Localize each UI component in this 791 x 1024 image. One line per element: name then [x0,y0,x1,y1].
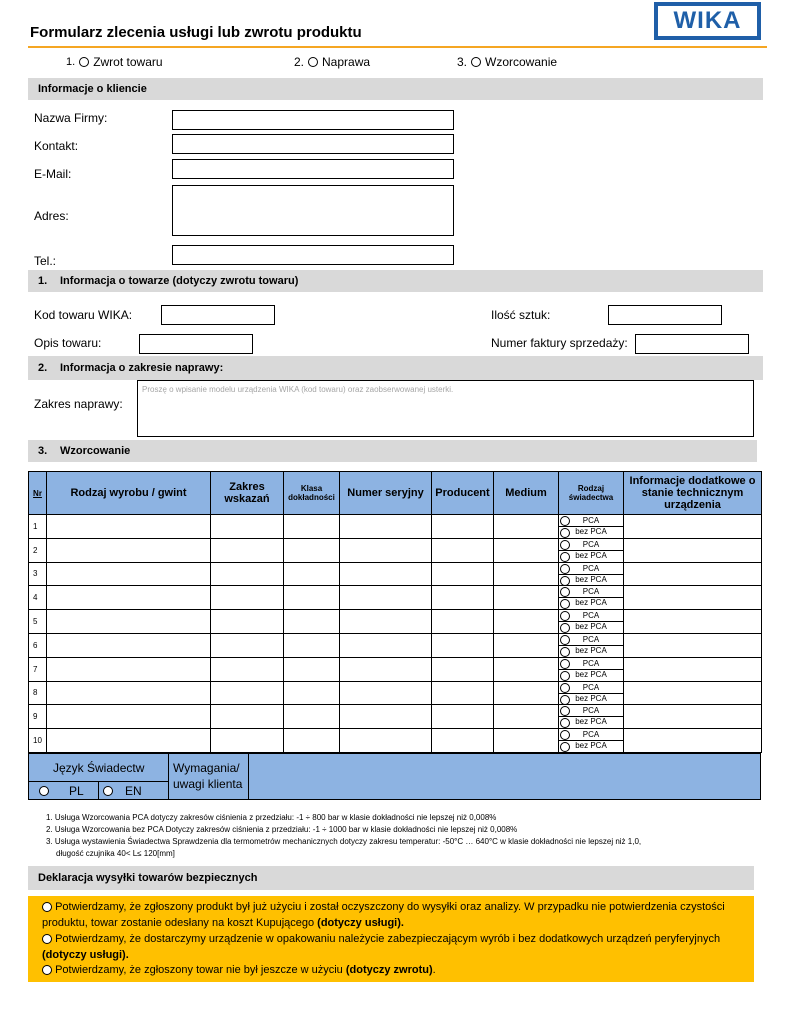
table-cell[interactable] [211,610,284,634]
row-number: 9 [29,705,47,729]
table-cell[interactable] [624,515,762,539]
table-cell[interactable] [284,538,340,562]
option-repair[interactable] [294,55,370,69]
table-cell[interactable] [624,657,762,681]
language-label: Język Świadectw [53,761,145,775]
cert-type-cell [559,681,624,705]
cert-pca-label: PCA [582,634,600,644]
product-code-label: Kod towaru WIKA: [34,308,133,322]
table-cell[interactable] [47,633,211,657]
repair-scope-label: Zakres naprawy: [34,397,123,411]
table-cell[interactable] [47,610,211,634]
section-heading: Wzorcowanie [60,445,131,457]
radio-icon[interactable] [39,786,49,796]
table-cell[interactable] [47,705,211,729]
table-cell[interactable] [494,515,559,539]
table-cell[interactable] [432,586,494,610]
declaration-panel [28,896,754,982]
table-cell[interactable] [340,586,432,610]
table-cell[interactable] [211,515,284,539]
table-cell[interactable] [211,729,284,753]
calibration-table [28,471,762,753]
radio-icon[interactable] [42,902,52,912]
table-cell[interactable] [624,562,762,586]
quantity-input[interactable] [608,305,722,325]
email-label: E-Mail: [34,167,72,181]
section-heading: Informacja o zakresie naprawy: [60,362,224,374]
table-cell[interactable] [432,610,494,634]
table-cell[interactable] [624,633,762,657]
cert-pca-label: PCA [582,563,600,573]
note-item: 1. Usługa Wzorcowania PCA dotyczy zakresów ciśnienia z przedziału: -1 ÷ 800 bar w klasie dokładności nie lepszej niż 0,008% [46,813,497,822]
row-number: 4 [29,586,47,610]
table-cell[interactable] [47,657,211,681]
cert-pca-label: PCA [582,611,600,621]
section-number: 3. [38,445,48,457]
product-section-header [28,270,763,292]
table-cell[interactable] [340,657,432,681]
product-code-input[interactable] [161,305,275,325]
repair-scope-placeholder: Proszę o wpisanie modelu urządzenia WIKA (kod towaru) oraz zaobserwowanej usterki. [142,385,454,394]
contact-label: Kontakt: [34,139,79,153]
table-cell[interactable] [47,729,211,753]
col-range: Zakres wskazań [211,472,284,515]
table-row [29,705,762,729]
table-cell[interactable] [284,729,340,753]
table-cell[interactable] [340,562,432,586]
cert-no-pca-label: bez PCA [575,622,607,632]
table-cell[interactable] [624,729,762,753]
table-cell[interactable] [284,705,340,729]
table-cell[interactable] [494,633,559,657]
table-cell[interactable] [432,515,494,539]
cert-type-cell [559,729,624,753]
table-row [29,562,762,586]
quantity-label: Ilość sztuk: [491,308,551,322]
table-cell[interactable] [284,681,340,705]
table-cell[interactable] [432,538,494,562]
requirements-input[interactable] [249,754,760,799]
lang-en-option[interactable] [103,784,142,798]
page-title: Formularz zlecenia usługi lub zwrotu produktu [30,24,362,41]
table-row [29,681,762,705]
cert-type-cell [559,657,624,681]
col-medium: Medium [494,472,559,515]
cert-pca-label: PCA [582,587,600,597]
section-number: 1. [38,275,48,287]
table-cell[interactable] [624,681,762,705]
wika-logo [654,2,761,40]
table-cell[interactable] [494,610,559,634]
note-item: 2. Usługa Wzorcowania bez PCA Dotyczy zakresów ciśnienia z przedziału: -1 ÷ 1000 bar w klasie dokładności nie lepszej niż 0,008% [46,825,518,834]
table-cell[interactable] [340,705,432,729]
row-number: 6 [29,633,47,657]
table-row [29,657,762,681]
declaration-bold: (dotyczy usługi). [317,917,404,929]
table-cell[interactable] [494,705,559,729]
table-row [29,610,762,634]
table-cell[interactable] [47,562,211,586]
declaration-text: Potwierdzamy, że zgłoszony towar nie był jeszcze w użyciu [55,964,346,976]
email-input[interactable] [172,159,454,179]
company-label: Nazwa Firmy: [34,111,108,125]
option-number: 3. [457,55,468,69]
table-cell[interactable] [284,633,340,657]
repair-scope-input[interactable] [137,380,754,437]
repair-section-header [28,356,763,380]
cert-pca-label: PCA [582,706,600,716]
col-product-type: Rodzaj wyrobu / gwint [47,472,211,515]
client-section-header [28,78,763,100]
cert-no-pca-label: bez PCA [575,693,607,703]
option-return[interactable] [66,55,163,69]
lang-pl-option[interactable] [39,784,84,798]
radio-icon[interactable] [103,786,113,796]
invoice-input[interactable] [635,334,749,354]
table-cell[interactable] [47,538,211,562]
table-cell[interactable] [211,586,284,610]
table-cell[interactable] [284,610,340,634]
calibration-section-header [28,440,757,462]
col-nr: Nr [29,472,47,515]
product-desc-input[interactable] [139,334,253,354]
lang-en-label: EN [125,784,142,798]
table-cell[interactable] [340,681,432,705]
table-cell[interactable] [211,562,284,586]
row-number: 5 [29,610,47,634]
cert-pca-label: PCA [582,516,600,525]
table-cell[interactable] [494,729,559,753]
row-number: 1 [29,515,47,539]
table-cell[interactable] [47,586,211,610]
table-cell[interactable] [211,538,284,562]
table-row [29,633,762,657]
row-number: 8 [29,681,47,705]
table-row [29,586,762,610]
table-cell[interactable] [284,657,340,681]
table-cell[interactable] [624,610,762,634]
contact-input[interactable] [172,134,454,154]
section-heading: Informacje o kliencie [38,83,147,95]
radio-icon[interactable] [471,57,481,67]
table-cell[interactable] [340,538,432,562]
table-cell[interactable] [211,681,284,705]
language-requirements-panel [28,753,761,800]
cert-no-pca-label: bez PCA [575,527,607,536]
cert-type-cell [559,610,624,634]
option-calibration[interactable] [457,55,557,69]
table-cell[interactable] [432,681,494,705]
language-separator [98,781,99,799]
table-cell[interactable] [211,657,284,681]
col-accuracy: Klasa dokładności [284,472,340,515]
table-cell[interactable] [494,562,559,586]
table-row [29,729,762,753]
declaration-tail: . [432,964,436,976]
cert-no-pca-label: bez PCA [575,669,607,679]
cert-no-pca-label: bez PCA [575,574,607,584]
cert-no-pca-label: bez PCA [575,741,607,751]
table-cell[interactable] [494,681,559,705]
table-cell[interactable] [284,515,340,539]
phone-input[interactable] [172,245,454,265]
table-cell[interactable] [432,705,494,729]
cert-no-pca-label: bez PCA [575,598,607,608]
table-row [29,515,762,539]
cert-no-pca-label: bez PCA [575,717,607,727]
cert-type-cell [559,562,624,586]
table-cell[interactable] [211,633,284,657]
declaration-item-1[interactable] [42,899,732,931]
table-cell[interactable] [432,633,494,657]
table-cell[interactable] [47,681,211,705]
radio-icon[interactable] [42,965,52,975]
radio-icon[interactable] [79,57,89,67]
phone-label: Tel.: [34,254,57,268]
declaration-header [28,866,754,890]
table-cell[interactable] [340,610,432,634]
cert-type-cell [559,705,624,729]
declaration-bold: (dotyczy usługi). [42,949,129,961]
note-item: 3. Usługa wystawienia Świadectwa Sprawdzenia dla termometrów mechanicznych dotyczy zakresu temperatur: -50°C … 640°C w klasie dokładności nie lepszej niż 1,0, [46,837,642,846]
section-heading: Informacja o towarze (dotyczy zwrotu towaru) [60,275,299,287]
note-item: długość czujnika 40< L≤ 120[mm] [56,849,175,858]
declaration-text: Potwierdzamy, że zgłoszony produkt był już użyciu i został oczyszczony do wysyłki oraz analizy. W przypadku nie potwierdzenia czystości produktu, towar zostanie odesłany na koszt Kupującego [42,901,725,929]
table-cell[interactable] [494,538,559,562]
invoice-label: Numer faktury sprzedaży: [491,336,628,350]
cert-pca-label: PCA [582,658,600,668]
section-heading: Deklaracja wysyłki towarów bezpiecznych [38,872,258,884]
col-additional: Informacje dodatkowe o stanie technicznym urządzenia [624,472,762,515]
cert-type-cell [559,515,624,539]
option-number: 1. [66,56,76,68]
table-cell[interactable] [494,657,559,681]
requirements-label: Wymagania/ uwagi klienta [173,761,243,791]
table-cell[interactable] [624,538,762,562]
company-input[interactable] [172,110,454,130]
cert-no-pca-label: bez PCA [575,550,607,560]
address-label: Adres: [34,209,69,223]
table-cell[interactable] [432,562,494,586]
row-number: 10 [29,729,47,753]
cert-pca-label: PCA [582,539,600,549]
header-divider [28,46,767,48]
table-cell[interactable] [624,705,762,729]
row-number: 2 [29,538,47,562]
radio-icon[interactable] [42,934,52,944]
product-desc-label: Opis towaru: [34,336,102,350]
col-cert-type: Rodzaj świadectwa [559,472,624,515]
table-cell[interactable] [432,729,494,753]
declaration-item-2[interactable] [42,931,732,963]
language-box [29,754,169,799]
address-input[interactable] [172,185,454,236]
option-label: Naprawa [322,55,371,69]
table-cell[interactable] [340,633,432,657]
cert-pca-label: PCA [582,682,600,692]
lang-pl-label: PL [69,784,84,798]
option-number: 2. [294,55,305,69]
table-cell[interactable] [284,562,340,586]
row-number: 7 [29,657,47,681]
cert-no-pca-label: bez PCA [575,645,607,655]
table-cell[interactable] [624,586,762,610]
table-cell[interactable] [211,705,284,729]
cert-type-cell [559,633,624,657]
cert-type-cell [559,586,624,610]
table-cell[interactable] [432,657,494,681]
table-cell[interactable] [340,729,432,753]
declaration-text: Potwierdzamy, że dostarczymy urządzenie w opakowaniu należycie zabezpieczającym wyrób i bez dodatkowych urządzeń peryferyjnych [55,933,721,945]
table-cell[interactable] [284,586,340,610]
declaration-item-3[interactable] [42,962,732,978]
row-number: 3 [29,562,47,586]
cert-type-cell [559,538,624,562]
declaration-bold: (dotyczy zwrotu) [345,964,433,976]
option-label: Wzorcowanie [485,55,558,69]
table-header-row [29,472,762,515]
table-cell[interactable] [494,586,559,610]
table-cell[interactable] [340,515,432,539]
table-row [29,538,762,562]
logo-text: WIKA [673,7,742,34]
col-producer: Producent [432,472,494,515]
notes [46,812,746,860]
cert-pca-label: PCA [582,730,600,740]
table-cell[interactable] [47,515,211,539]
col-serial: Numer seryjny [340,472,432,515]
section-number: 2. [38,362,48,374]
radio-icon[interactable] [308,57,318,67]
option-label: Zwrot towaru [93,55,163,69]
